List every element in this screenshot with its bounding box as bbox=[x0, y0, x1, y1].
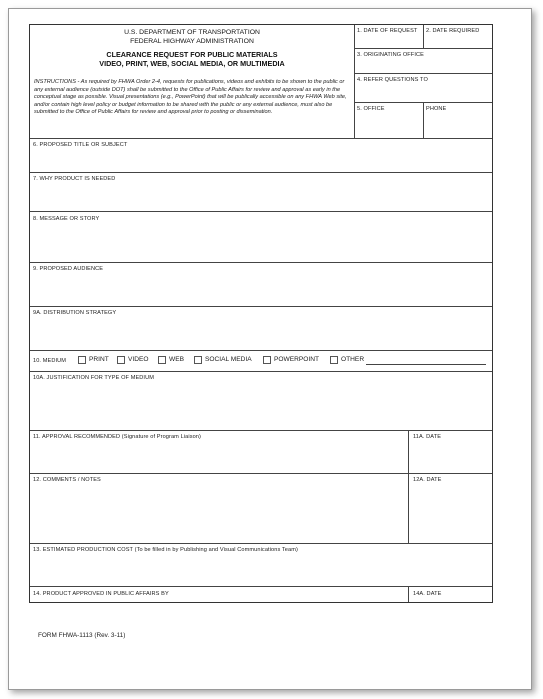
social-media-checkbox[interactable] bbox=[194, 356, 202, 364]
social-media-option-label: SOCIAL MEDIA bbox=[205, 356, 252, 363]
web-checkbox[interactable] bbox=[158, 356, 166, 364]
form-title-line-2: VIDEO, PRINT, WEB, SOCIAL MEDIA, OR MULTIMEDIA bbox=[99, 59, 285, 69]
web-option-label: WEB bbox=[169, 356, 185, 363]
date-of-request-field[interactable]: 1. DATE OF REQUEST bbox=[357, 28, 418, 34]
powerpoint-checkbox[interactable] bbox=[263, 356, 271, 364]
proposed-title-field[interactable]: 6. PROPOSED TITLE OR SUBJECT bbox=[33, 142, 128, 148]
comments-date-field[interactable]: 12A. DATE bbox=[413, 477, 442, 483]
proposed-audience-field[interactable]: 9. PROPOSED AUDIENCE bbox=[33, 266, 104, 272]
print-checkbox[interactable] bbox=[78, 356, 86, 364]
product-approved-date-field[interactable]: 14A. DATE bbox=[413, 591, 442, 597]
form-title-line-1: CLEARANCE REQUEST FOR PUBLIC MATERIALS bbox=[106, 50, 278, 59]
date-required-field[interactable]: 2. DATE REQUIRED bbox=[426, 28, 480, 34]
product-approved-field[interactable]: 14. PRODUCT APPROVED IN PUBLIC AFFAIRS BY bbox=[33, 591, 169, 597]
agency-name bbox=[30, 29, 354, 46]
video-option-label: VIDEO bbox=[128, 356, 149, 363]
justification-field[interactable]: 10A. JUSTIFICATION FOR TYPE OF MEDIUM bbox=[33, 375, 154, 381]
approval-date-field[interactable]: 11A. DATE bbox=[413, 434, 442, 440]
agency-line-1: U.S. DEPARTMENT OF TRANSPORTATION bbox=[124, 29, 260, 36]
approval-recommended-field[interactable]: 11. APPROVAL RECOMMENDED (Signature of Program Liaison) bbox=[33, 434, 201, 440]
form-title bbox=[30, 50, 354, 69]
agency-line-2: FEDERAL HIGHWAY ADMINISTRATION bbox=[130, 37, 254, 45]
other-specify-line[interactable] bbox=[366, 364, 486, 365]
distribution-strategy-field[interactable]: 9A. DISTRIBUTION STRATEGY bbox=[33, 310, 117, 316]
other-option-label: OTHER bbox=[341, 356, 365, 363]
phone-field[interactable]: PHONE bbox=[426, 106, 447, 112]
print-option-label: PRINT bbox=[89, 356, 109, 363]
video-checkbox[interactable] bbox=[117, 356, 125, 364]
estimated-cost-field[interactable]: 13. ESTIMATED PRODUCTION COST (To be filled in by Publishing and Visual Communications Team) bbox=[33, 547, 298, 553]
form-number: FORM FHWA-1113 (Rev. 3-11) bbox=[38, 632, 126, 639]
message-story-field[interactable]: 8. MESSAGE OR STORY bbox=[33, 216, 100, 222]
instructions-text: INSTRUCTIONS - As required by FHWA Order 2-4, requests for publications, videos and exhibits to be shown to the public or any external audience (outside DOT) shall be submitted to the Office of Public Affairs for review and approval as early in the conceptual stage as possible. Visual presentations (e.g., PowerPoint) that will be publically accessible on any FHWA Web site, and/or contain high level policy or budget information to be shared with the public or any external audience, must also be submitted to the Office of Public Affairs for review and approval prior to posting or dissemination. bbox=[34, 79, 347, 116]
why-needed-field[interactable]: 7. WHY PRODUCT IS NEEDED bbox=[33, 176, 116, 182]
originating-office-field[interactable]: 3. ORIGINATING OFFICE bbox=[357, 52, 424, 58]
medium-label: 10. MEDIUM bbox=[33, 358, 67, 364]
powerpoint-option-label: POWERPOINT bbox=[274, 356, 320, 363]
other-checkbox[interactable] bbox=[330, 356, 338, 364]
office-field[interactable]: 5. OFFICE bbox=[357, 106, 385, 112]
refer-questions-field[interactable]: 4. REFER QUESTIONS TO bbox=[357, 77, 428, 83]
clearance-request-form bbox=[29, 24, 493, 603]
comments-notes-field[interactable]: 12. COMMENTS / NOTES bbox=[33, 477, 101, 483]
